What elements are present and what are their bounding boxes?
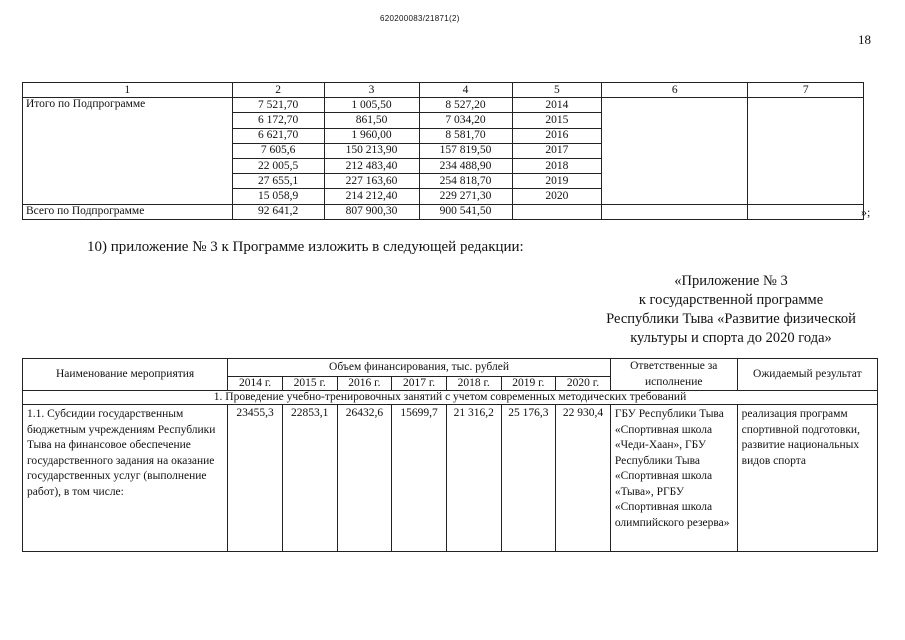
- col-header: 2: [232, 83, 324, 98]
- col-header: 6: [602, 83, 748, 98]
- row-responsible: ГБУ Республики Тыва «Спортивная школа «Чеди-Хаан», ГБУ Республики Тыва «Спортивная школа «Тыва», РГБУ «Спортивная школа олимпийского резерва»: [610, 405, 737, 552]
- cell: 229 271,30: [419, 189, 512, 204]
- cell: 2019: [512, 174, 602, 189]
- year-header: 2019 г.: [501, 377, 556, 391]
- year-header: 2016 г.: [337, 377, 392, 391]
- year-header: 2015 г.: [282, 377, 337, 391]
- subprogram-totals-table: [22, 82, 864, 220]
- cell: 8 527,20: [419, 98, 512, 113]
- cell: 254 818,70: [419, 174, 512, 189]
- annex-line: «Приложение № 3: [674, 273, 788, 289]
- cell: 2015: [512, 113, 602, 128]
- row-name: 1.1. Субсидии государственным бюджетным учреждениям Республики Тыва на финансовое обеспечение государственного задания на оказание государственных услуг (выполнение работ), в том числе:: [23, 405, 228, 552]
- annex-title: [585, 272, 877, 348]
- cell: 2014: [512, 98, 602, 113]
- header-responsible: Ответственные за исполнение: [610, 359, 737, 391]
- header-volume: Объем финансирования, тыс. рублей: [228, 359, 611, 377]
- cell: 26432,6: [337, 405, 392, 552]
- cell: 25 176,3: [501, 405, 556, 552]
- cell: 15699,7: [392, 405, 447, 552]
- cell: 234 488,90: [419, 158, 512, 173]
- cell: 6 621,70: [232, 128, 324, 143]
- col-header: 5: [512, 83, 602, 98]
- cell: 807 900,30: [324, 204, 419, 219]
- cell: 2020: [512, 189, 602, 204]
- cell: 1 960,00: [324, 128, 419, 143]
- cell: 227 163,60: [324, 174, 419, 189]
- header-result: Ожидаемый результат: [737, 359, 877, 391]
- table-header-row: [23, 359, 878, 377]
- row-result: реализация программ спортивной подготовки, развитие национальных видов спорта: [737, 405, 877, 552]
- cell: 157 819,50: [419, 143, 512, 158]
- cell: 150 213,90: [324, 143, 419, 158]
- table-header-row: [23, 83, 864, 98]
- cell: 2016: [512, 128, 602, 143]
- empty-cell: [512, 204, 602, 219]
- col-header: 3: [324, 83, 419, 98]
- section-title: 1. Проведение учебно-тренировочных занятий с учетом современных методических требований: [23, 391, 878, 405]
- cell: 6 172,70: [232, 113, 324, 128]
- cell: 1 005,50: [324, 98, 419, 113]
- empty-cell: [748, 98, 864, 204]
- cell: 2018: [512, 158, 602, 173]
- cell: 2017: [512, 143, 602, 158]
- cell: 22 930,4: [556, 405, 611, 552]
- annex-line: Республики Тыва «Развитие физической: [606, 311, 856, 327]
- year-header: 2017 г.: [392, 377, 447, 391]
- col-header: 1: [23, 83, 233, 98]
- section-row: [23, 391, 878, 405]
- cell: 21 316,2: [446, 405, 501, 552]
- itogo-label: Итого по Подпрограмме: [23, 98, 233, 204]
- closing-quote: »;: [861, 205, 871, 219]
- total-label: Всего по Подпрограмме: [23, 204, 233, 219]
- empty-cell: [602, 204, 748, 219]
- total-row: [23, 204, 864, 219]
- amendment-paragraph: 10) приложение № 3 к Программе изложить в следующей редакции:: [87, 239, 524, 255]
- cell: 22853,1: [282, 405, 337, 552]
- cell: 15 058,9: [232, 189, 324, 204]
- col-header: 7: [748, 83, 864, 98]
- cell: 900 541,50: [419, 204, 512, 219]
- cell: 214 212,40: [324, 189, 419, 204]
- annex-table: [22, 358, 878, 552]
- annex-line: к государственной программе: [638, 292, 824, 308]
- year-header: 2018 г.: [446, 377, 501, 391]
- year-header: 2020 г.: [556, 377, 611, 391]
- table-row: [23, 98, 864, 113]
- annex-line: культуры и спорта до 2020 года»: [630, 330, 832, 346]
- cell: 22 005,5: [232, 158, 324, 173]
- cell: 212 483,40: [324, 158, 419, 173]
- cell: 8 581,70: [419, 128, 512, 143]
- cell: 7 034,20: [419, 113, 512, 128]
- cell: 27 655,1: [232, 174, 324, 189]
- empty-cell: [748, 204, 864, 219]
- document-id: 620200083/21871(2): [380, 14, 460, 23]
- page-number: 18: [858, 32, 871, 47]
- year-header: 2014 г.: [228, 377, 283, 391]
- cell: 23455,3: [228, 405, 283, 552]
- cell: 7 605,6: [232, 143, 324, 158]
- table-row: [23, 405, 878, 552]
- col-header: 4: [419, 83, 512, 98]
- cell: 861,50: [324, 113, 419, 128]
- header-name: Наименование мероприятия: [23, 359, 228, 391]
- cell: 7 521,70: [232, 98, 324, 113]
- cell: 92 641,2: [232, 204, 324, 219]
- empty-cell: [602, 98, 748, 204]
